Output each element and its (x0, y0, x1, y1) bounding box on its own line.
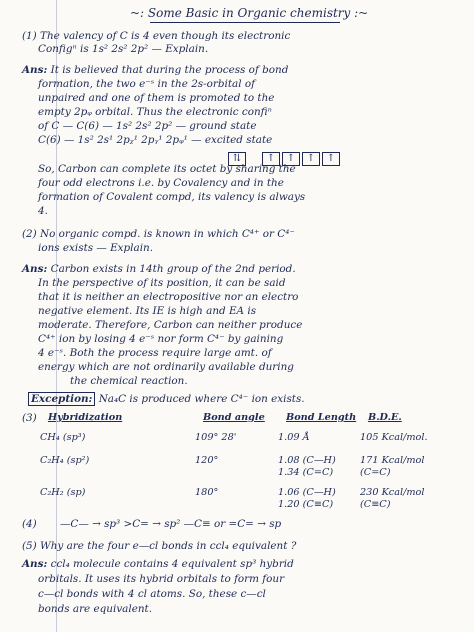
question-5-text-1: Why are the four e—cl bonds in ccl₄ equivalent ? (40, 540, 297, 552)
header-bde: B.D.E. (368, 412, 402, 423)
answer-5-line-4: bonds are equivalent. (38, 603, 153, 615)
answer-1-line-4: empty 2pᵩ orbital. Thus the electronic confiⁿ (38, 106, 272, 118)
exception-tag: Exception: (28, 392, 95, 406)
cell-hybridization: CH₄ (sp³) (40, 432, 86, 443)
answer-5-line-2: orbitals. It uses its hybrid orbitals to form four (38, 573, 285, 585)
answer-1-text-1: It is believed that during the process of bond (50, 64, 289, 76)
question-2-number: (2) (22, 228, 37, 240)
question-4-number: (4) (22, 518, 37, 530)
cell-bde: 105 Kcal/mol. (360, 432, 428, 443)
answer-1-line-8: four odd electrons i.e. by Covalency and in the (38, 177, 284, 189)
orbital-box-2pz: ↑ (322, 152, 340, 166)
question-5-line-1 (22, 540, 462, 553)
page-title: ~: Some Basic in Organic chemistry :~ (130, 6, 369, 20)
answer-1-tag: Ans: (22, 64, 48, 76)
orbital-box-2s-excited: ↑ (262, 152, 280, 166)
cell-bond-angle: 180° (195, 487, 219, 498)
cell-bond-length: 1.20 (C≡C) (278, 499, 334, 510)
answer-1-line-1 (22, 64, 462, 77)
exception-text: Na₄C is produced where C⁴⁻ ion exists. (98, 393, 305, 405)
cell-bond-angle: 120° (195, 455, 219, 466)
exception-line (28, 393, 468, 406)
answer-2-line-9: the chemical reaction. (70, 375, 188, 387)
answer-2-line-1 (22, 263, 462, 276)
answer-2-line-3: that it is neither an electropositive nor an electro (38, 291, 299, 303)
question-2-line-2: ions exists — Explain. (38, 242, 154, 254)
answer-1-line-2: formation, the two e⁻ˢ in the 2s-orbital of (38, 78, 255, 90)
cell-bde: (C=C) (360, 467, 391, 478)
cell-bond-length: 1.06 (C—H) (278, 487, 336, 498)
question-4-text: —C— → sp³ >C= → sp² —C≡ or =C= → sp (60, 518, 282, 530)
cell-hybridization: C₂H₄ (sp²) (40, 455, 90, 466)
answer-2-line-2: In the perspective of its position, it can be said (38, 277, 286, 289)
answer-5-line-1 (22, 558, 462, 571)
question-1-text-1: The valency of C is 4 even though its electronic (40, 30, 291, 42)
cell-bond-length: 1.09 Å (278, 432, 310, 443)
cell-bond-length: 1.34 (C=C) (278, 467, 334, 478)
question-2-text-1: No organic compd. is known in which C⁴⁺ or C⁴⁻ (40, 228, 295, 240)
question-3-number: (3) (22, 412, 37, 424)
answer-1-line-9: formation of Covalent compd, its valency is always (38, 191, 306, 203)
cell-bde: 171 Kcal/mol (360, 455, 425, 466)
answer-1-line-3: unpaired and one of them is promoted to the (38, 92, 275, 104)
cell-bde: 230 Kcal/mol (360, 487, 425, 498)
cell-bde: (C≡C) (360, 499, 391, 510)
answer-2-line-4: negative element. Its IE is high and EA is (38, 305, 257, 317)
answer-1-line-5: of C — C(6) — 1s² 2s² 2p² — ground state (38, 120, 257, 132)
question-5-number: (5) (22, 540, 37, 552)
answer-2-text-1: Carbon exists in 14th group of the 2nd period. (50, 263, 296, 275)
orbital-box-2s: ⇅ (228, 152, 246, 166)
question-1-number: (1) (22, 30, 37, 42)
header-bond-angle: Bond angle (203, 412, 265, 423)
answer-2-line-6: C⁴⁺ ion by losing 4 e⁻ˢ nor form C⁴⁻ by gaining (38, 333, 284, 345)
title-underline (150, 22, 340, 23)
header-bond-length: Bond Length (286, 412, 357, 423)
answer-2-line-8: energy which are not ordinarily available during (38, 361, 294, 373)
orbital-box-2py: ↑ (302, 152, 320, 166)
question-1-line-1 (22, 30, 462, 43)
orbital-box-2px: ↑ (282, 152, 300, 166)
answer-2-line-7: 4 e⁻ˢ. Both the process require large amt. of (38, 347, 272, 359)
header-hybridization: Hybridization (48, 412, 123, 423)
question-2-line-1 (22, 228, 462, 241)
question-4-line (22, 518, 462, 531)
cell-bond-length: 1.08 (C—H) (278, 455, 336, 466)
answer-1-line-10: 4. (38, 205, 48, 217)
answer-2-tag: Ans: (22, 263, 48, 275)
cell-bond-angle: 109° 28' (195, 432, 237, 443)
answer-5-line-3: c—cl bonds with 4 cl atoms. So, these c—cl (38, 588, 266, 600)
answer-2-line-5: moderate. Therefore, Carbon can neither produce (38, 319, 303, 331)
answer-1-line-7: So, Carbon can complete its octet by sharing the (38, 163, 296, 175)
answer-1-line-6: C(6) — 1s² 2s¹ 2pᵪ¹ 2pᵧ¹ 2pᵩ¹ — excited state (38, 134, 273, 146)
answer-5-tag: Ans: (22, 558, 48, 570)
answer-5-text-1: ccl₄ molecule contains 4 equivalent sp³ hybrid (50, 558, 294, 570)
cell-hybridization: C₂H₂ (sp) (40, 487, 86, 498)
question-1-line-2: Configⁿ is 1s² 2s² 2p² — Explain. (38, 43, 209, 55)
